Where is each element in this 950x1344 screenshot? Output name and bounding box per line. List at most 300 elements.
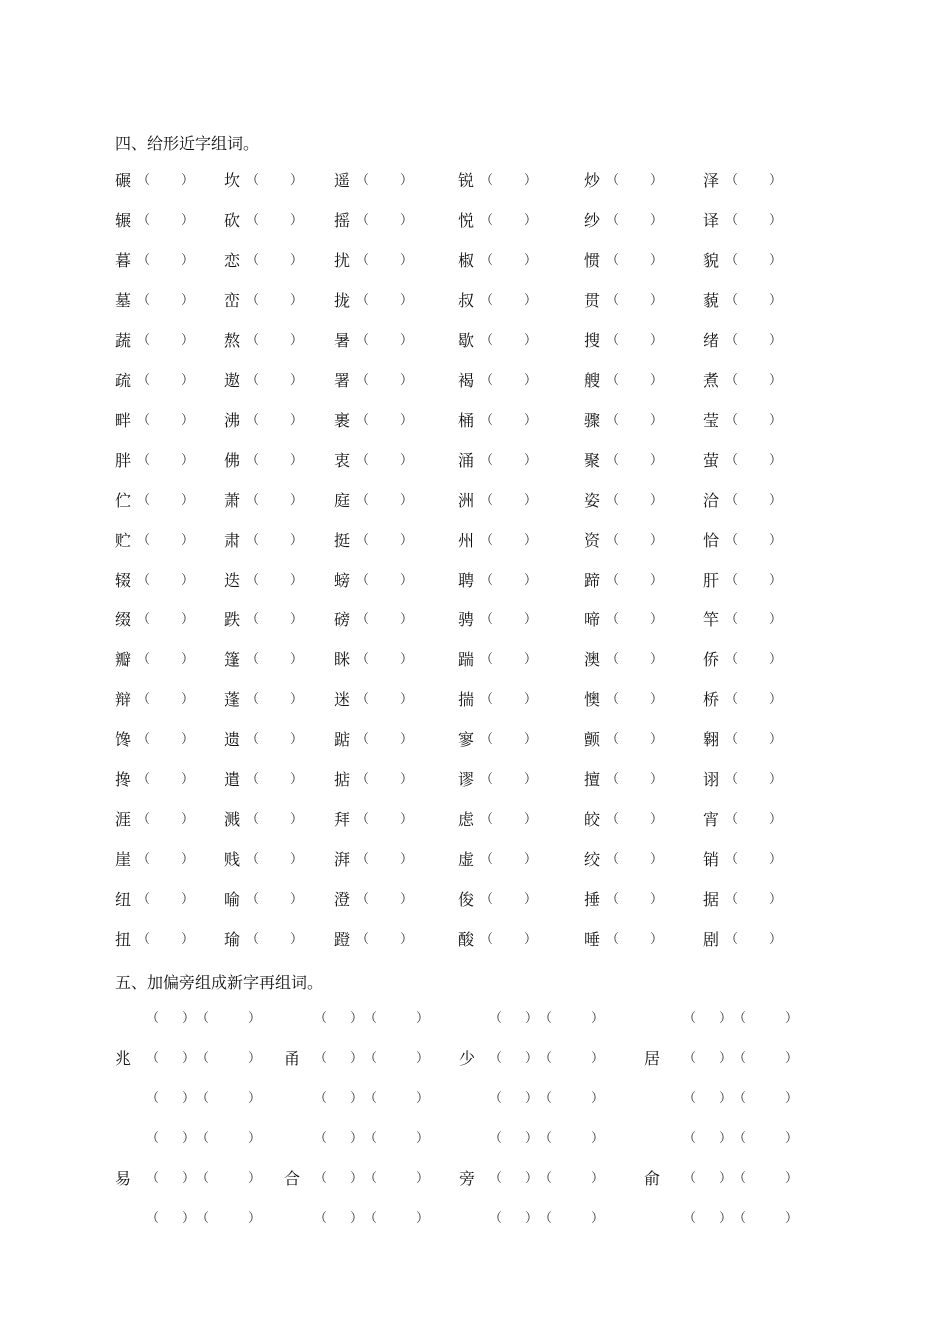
word-cell xyxy=(458,888,548,912)
word-cell xyxy=(115,808,205,832)
answer-blank-close: ） xyxy=(524,292,538,308)
answer-blank-close: ） xyxy=(400,612,414,628)
word-row xyxy=(0,888,950,912)
word-cell xyxy=(458,489,548,513)
word-blank-open: （ xyxy=(196,1171,210,1186)
answer-blank-open: （ xyxy=(606,452,620,468)
answer-blank-pair xyxy=(683,1007,803,1031)
target-character: 拜 xyxy=(334,810,351,830)
word-cell xyxy=(334,489,424,513)
word-cell xyxy=(584,289,674,313)
new-character-blank-close: ） xyxy=(719,1131,733,1146)
word-cell xyxy=(224,529,314,553)
word-cell xyxy=(584,329,674,353)
target-character: 崖 xyxy=(115,850,132,870)
word-cell xyxy=(458,569,548,593)
answer-blank-close: ） xyxy=(769,332,783,348)
word-cell xyxy=(115,329,205,353)
answer-blank-close: ） xyxy=(290,892,304,908)
answer-blank-open: （ xyxy=(480,212,494,228)
word-cell xyxy=(224,808,314,832)
answer-blank-close: ） xyxy=(181,532,195,548)
base-character: 易 xyxy=(115,1169,132,1188)
target-character: 骤 xyxy=(584,410,601,430)
word-cell xyxy=(584,249,674,273)
target-character: 疏 xyxy=(115,370,132,390)
answer-blank-close: ） xyxy=(524,812,538,828)
answer-blank-open: （ xyxy=(480,572,494,588)
answer-blank-close: ） xyxy=(769,412,783,428)
answer-blank-open: （ xyxy=(356,932,370,948)
base-character: 少 xyxy=(459,1049,476,1068)
word-blank-close: ） xyxy=(416,1171,430,1186)
answer-blank-open: （ xyxy=(356,292,370,308)
target-character: 摇 xyxy=(334,210,351,230)
word-cell xyxy=(458,369,548,393)
answer-blank-open: （ xyxy=(480,532,494,548)
answer-blank-close: ） xyxy=(650,292,664,308)
answer-blank-close: ） xyxy=(181,772,195,788)
answer-blank-open: （ xyxy=(356,652,370,668)
target-character: 搜 xyxy=(584,330,601,350)
answer-blank-pair xyxy=(314,1127,434,1151)
word-row xyxy=(0,209,950,233)
word-blank-close: ） xyxy=(416,1131,430,1146)
answer-blank-close: ） xyxy=(524,532,538,548)
answer-blank-close: ） xyxy=(290,332,304,348)
answer-blank-open: （ xyxy=(246,332,260,348)
target-character: 辍 xyxy=(115,570,132,590)
word-cell xyxy=(115,728,205,752)
word-blank-open: （ xyxy=(733,1091,747,1106)
answer-blank-close: ） xyxy=(650,652,664,668)
new-character-blank-close: ） xyxy=(182,1011,196,1026)
answer-blank-pair xyxy=(146,1047,266,1071)
target-character: 宵 xyxy=(703,810,720,830)
answer-blank-open: （ xyxy=(246,652,260,668)
word-cell xyxy=(458,449,548,473)
answer-blank-close: ） xyxy=(650,532,664,548)
target-character: 澄 xyxy=(334,890,351,910)
answer-blank-pair xyxy=(683,1127,803,1151)
word-cell xyxy=(458,808,548,832)
answer-blank-close: ） xyxy=(524,173,538,188)
answer-blank-close: ） xyxy=(400,932,414,948)
word-row xyxy=(0,409,950,433)
word-blank-open: （ xyxy=(364,1211,378,1226)
answer-blank-close: ） xyxy=(524,252,538,268)
target-character: 畔 xyxy=(115,410,132,430)
answer-blank-close: ） xyxy=(524,332,538,348)
target-character: 侨 xyxy=(703,650,720,670)
word-cell xyxy=(458,289,548,313)
word-blank-open: （ xyxy=(539,1051,553,1066)
word-cell xyxy=(224,289,314,313)
word-cell xyxy=(458,249,548,273)
answer-blank-open: （ xyxy=(725,852,739,868)
word-blank-close: ） xyxy=(591,1131,605,1146)
answer-blank-open: （ xyxy=(725,252,739,268)
answer-blank-open: （ xyxy=(725,612,739,628)
answer-blank-open: （ xyxy=(480,692,494,708)
word-cell xyxy=(458,169,548,193)
target-character: 蔬 xyxy=(115,330,132,350)
answer-blank-open: （ xyxy=(480,372,494,388)
new-character-blank-open: （ xyxy=(314,1211,328,1226)
answer-blank-pair xyxy=(489,1047,609,1071)
answer-blank-pair xyxy=(489,1087,609,1111)
word-cell xyxy=(584,608,674,632)
word-row xyxy=(0,768,950,792)
word-cell xyxy=(334,569,424,593)
target-character: 悦 xyxy=(458,210,475,230)
answer-blank-pair xyxy=(314,1087,434,1111)
answer-blank-open: （ xyxy=(606,173,620,188)
word-cell xyxy=(584,688,674,712)
answer-blank-open: （ xyxy=(725,732,739,748)
target-character: 碾 xyxy=(115,171,132,190)
word-cell xyxy=(703,289,793,313)
word-cell xyxy=(458,768,548,792)
radical-row xyxy=(0,1047,950,1071)
answer-blank-open: （ xyxy=(356,372,370,388)
answer-blank-open: （ xyxy=(480,852,494,868)
word-cell xyxy=(458,608,548,632)
answer-blank-close: ） xyxy=(181,292,195,308)
target-character: 馋 xyxy=(115,730,132,750)
new-character-blank-close: ） xyxy=(525,1051,539,1066)
answer-blank-close: ） xyxy=(290,572,304,588)
answer-blank-open: （ xyxy=(137,452,151,468)
target-character: 叔 xyxy=(458,290,475,310)
word-cell xyxy=(115,768,205,792)
target-character: 螃 xyxy=(334,570,351,590)
answer-blank-close: ） xyxy=(400,572,414,588)
word-row xyxy=(0,329,950,353)
new-character-blank-open: （ xyxy=(146,1211,160,1226)
target-character: 暮 xyxy=(115,250,132,270)
answer-blank-open: （ xyxy=(356,732,370,748)
word-cell xyxy=(224,449,314,473)
word-cell xyxy=(703,728,793,752)
word-cell xyxy=(703,928,793,952)
answer-blank-close: ） xyxy=(181,732,195,748)
answer-blank-close: ） xyxy=(650,492,664,508)
answer-blank-close: ） xyxy=(181,692,195,708)
word-blank-close: ） xyxy=(591,1091,605,1106)
answer-blank-open: （ xyxy=(137,173,151,188)
new-character-blank-open: （ xyxy=(489,1131,503,1146)
word-blank-open: （ xyxy=(539,1211,553,1226)
new-character-blank-close: ） xyxy=(525,1011,539,1026)
new-character-blank-open: （ xyxy=(489,1051,503,1066)
answer-blank-close: ） xyxy=(650,692,664,708)
word-cell xyxy=(703,768,793,792)
word-blank-close: ） xyxy=(416,1051,430,1066)
answer-blank-close: ） xyxy=(650,772,664,788)
answer-blank-close: ） xyxy=(524,652,538,668)
answer-blank-open: （ xyxy=(246,852,260,868)
target-character: 峦 xyxy=(224,290,241,310)
answer-blank-pair xyxy=(683,1087,803,1111)
target-character: 跌 xyxy=(224,610,241,630)
answer-blank-open: （ xyxy=(606,772,620,788)
answer-blank-pair xyxy=(489,1127,609,1151)
answer-blank-open: （ xyxy=(725,372,739,388)
answer-blank-close: ） xyxy=(524,452,538,468)
answer-blank-close: ） xyxy=(400,852,414,868)
word-cell xyxy=(584,209,674,233)
answer-blank-close: ） xyxy=(290,412,304,428)
new-character-blank-close: ） xyxy=(719,1171,733,1186)
answer-blank-close: ） xyxy=(400,452,414,468)
word-cell xyxy=(334,848,424,872)
target-character: 掂 xyxy=(334,770,351,790)
target-character: 遣 xyxy=(224,770,241,790)
answer-blank-close: ） xyxy=(290,292,304,308)
answer-blank-pair xyxy=(489,1207,609,1231)
target-character: 砍 xyxy=(224,210,241,230)
answer-blank-open: （ xyxy=(246,292,260,308)
answer-blank-open: （ xyxy=(480,452,494,468)
answer-blank-close: ） xyxy=(650,732,664,748)
base-character: 俞 xyxy=(644,1169,661,1188)
word-cell xyxy=(703,888,793,912)
target-character: 迭 xyxy=(224,570,241,590)
answer-blank-open: （ xyxy=(480,173,494,188)
word-row xyxy=(0,289,950,313)
target-character: 篷 xyxy=(224,650,241,670)
target-character: 萤 xyxy=(703,450,720,470)
answer-blank-open: （ xyxy=(137,292,151,308)
target-character: 佛 xyxy=(224,450,241,470)
answer-blank-close: ） xyxy=(769,932,783,948)
word-cell xyxy=(458,928,548,952)
answer-blank-open: （ xyxy=(356,772,370,788)
word-cell xyxy=(458,728,548,752)
word-cell xyxy=(224,648,314,672)
word-cell xyxy=(584,848,674,872)
answer-blank-open: （ xyxy=(137,612,151,628)
answer-blank-close: ） xyxy=(769,532,783,548)
target-character: 啼 xyxy=(584,610,601,630)
word-blank-open: （ xyxy=(364,1171,378,1186)
word-cell xyxy=(115,569,205,593)
target-character: 椒 xyxy=(458,250,475,270)
answer-blank-close: ） xyxy=(650,173,664,188)
word-row xyxy=(0,529,950,553)
answer-blank-open: （ xyxy=(606,372,620,388)
answer-blank-close: ） xyxy=(769,452,783,468)
word-cell xyxy=(224,848,314,872)
new-character-blank-close: ） xyxy=(719,1211,733,1226)
word-blank-open: （ xyxy=(196,1211,210,1226)
word-cell xyxy=(224,768,314,792)
new-character-blank-open: （ xyxy=(683,1211,697,1226)
word-cell xyxy=(334,688,424,712)
word-cell xyxy=(584,529,674,553)
answer-blank-open: （ xyxy=(137,772,151,788)
word-cell xyxy=(224,409,314,433)
word-cell xyxy=(115,608,205,632)
word-cell xyxy=(458,529,548,553)
answer-blank-open: （ xyxy=(246,812,260,828)
answer-blank-close: ） xyxy=(769,292,783,308)
answer-blank-close: ） xyxy=(400,332,414,348)
target-character: 锐 xyxy=(458,171,475,190)
answer-blank-open: （ xyxy=(246,892,260,908)
answer-blank-close: ） xyxy=(650,252,664,268)
radical-row xyxy=(0,1087,950,1111)
answer-blank-open: （ xyxy=(480,772,494,788)
answer-blank-close: ） xyxy=(181,173,195,188)
target-character: 喻 xyxy=(224,890,241,910)
target-character: 胖 xyxy=(115,450,132,470)
word-blank-open: （ xyxy=(364,1131,378,1146)
answer-blank-open: （ xyxy=(137,852,151,868)
word-cell xyxy=(334,209,424,233)
answer-blank-open: （ xyxy=(356,332,370,348)
word-cell xyxy=(334,888,424,912)
word-cell xyxy=(334,289,424,313)
answer-blank-open: （ xyxy=(246,412,260,428)
answer-blank-close: ） xyxy=(290,173,304,188)
answer-blank-close: ） xyxy=(290,452,304,468)
word-cell xyxy=(703,529,793,553)
answer-blank-open: （ xyxy=(246,692,260,708)
target-character: 歇 xyxy=(458,330,475,350)
answer-blank-open: （ xyxy=(725,892,739,908)
word-cell xyxy=(584,369,674,393)
word-cell xyxy=(703,848,793,872)
answer-blank-open: （ xyxy=(480,492,494,508)
word-cell xyxy=(703,569,793,593)
word-blank-close: ） xyxy=(591,1211,605,1226)
answer-blank-open: （ xyxy=(725,292,739,308)
answer-blank-pair xyxy=(146,1207,266,1231)
answer-blank-open: （ xyxy=(137,652,151,668)
target-character: 据 xyxy=(703,890,720,910)
word-cell xyxy=(115,209,205,233)
section-four-heading: 四、给形近字组词。 xyxy=(115,134,260,153)
word-cell xyxy=(334,808,424,832)
word-cell xyxy=(584,409,674,433)
target-character: 辗 xyxy=(115,210,132,230)
answer-blank-close: ） xyxy=(400,532,414,548)
answer-blank-close: ） xyxy=(650,412,664,428)
word-cell xyxy=(703,409,793,433)
answer-blank-close: ） xyxy=(769,372,783,388)
answer-blank-close: ） xyxy=(650,212,664,228)
answer-blank-open: （ xyxy=(356,252,370,268)
answer-blank-close: ） xyxy=(769,852,783,868)
answer-blank-open: （ xyxy=(137,412,151,428)
target-character: 涯 xyxy=(115,810,132,830)
radical-row xyxy=(0,1207,950,1231)
answer-blank-open: （ xyxy=(725,572,739,588)
answer-blank-close: ） xyxy=(769,692,783,708)
answer-blank-close: ） xyxy=(769,252,783,268)
answer-blank-close: ） xyxy=(290,652,304,668)
answer-blank-close: ） xyxy=(400,692,414,708)
target-character: 蓬 xyxy=(224,690,241,710)
answer-blank-close: ） xyxy=(650,852,664,868)
new-character-blank-open: （ xyxy=(489,1091,503,1106)
target-character: 资 xyxy=(584,530,601,550)
answer-blank-open: （ xyxy=(246,732,260,748)
answer-blank-open: （ xyxy=(137,692,151,708)
target-character: 桥 xyxy=(703,690,720,710)
answer-blank-open: （ xyxy=(606,492,620,508)
answer-blank-open: （ xyxy=(356,173,370,188)
target-character: 伫 xyxy=(115,490,132,510)
answer-blank-open: （ xyxy=(725,692,739,708)
answer-blank-close: ） xyxy=(769,572,783,588)
word-blank-close: ） xyxy=(248,1211,262,1226)
word-row xyxy=(0,489,950,513)
answer-blank-close: ） xyxy=(769,212,783,228)
answer-blank-pair xyxy=(683,1047,803,1071)
answer-blank-close: ） xyxy=(400,372,414,388)
target-character: 剧 xyxy=(703,930,720,950)
answer-blank-open: （ xyxy=(246,532,260,548)
answer-blank-close: ） xyxy=(650,332,664,348)
answer-blank-open: （ xyxy=(725,652,739,668)
answer-blank-close: ） xyxy=(181,332,195,348)
new-character-blank-close: ） xyxy=(525,1091,539,1106)
new-character-blank-open: （ xyxy=(146,1051,160,1066)
target-character: 衷 xyxy=(334,450,351,470)
target-character: 辩 xyxy=(115,690,132,710)
answer-blank-open: （ xyxy=(356,612,370,628)
word-cell xyxy=(224,888,314,912)
answer-blank-open: （ xyxy=(356,212,370,228)
answer-blank-open: （ xyxy=(246,212,260,228)
target-character: 藐 xyxy=(703,290,720,310)
answer-blank-open: （ xyxy=(606,252,620,268)
answer-blank-close: ） xyxy=(769,772,783,788)
target-character: 聘 xyxy=(458,570,475,590)
answer-blank-open: （ xyxy=(725,212,739,228)
answer-blank-close: ） xyxy=(400,412,414,428)
word-blank-close: ） xyxy=(248,1011,262,1026)
target-character: 恰 xyxy=(703,530,720,550)
new-character-blank-open: （ xyxy=(489,1211,503,1226)
word-cell xyxy=(584,648,674,672)
new-character-blank-open: （ xyxy=(314,1051,328,1066)
word-blank-open: （ xyxy=(539,1091,553,1106)
word-blank-close: ） xyxy=(416,1011,430,1026)
answer-blank-close: ） xyxy=(290,772,304,788)
answer-blank-open: （ xyxy=(137,932,151,948)
answer-blank-open: （ xyxy=(606,612,620,628)
word-blank-close: ） xyxy=(591,1171,605,1186)
target-character: 搀 xyxy=(115,770,132,790)
word-blank-close: ） xyxy=(591,1011,605,1026)
word-cell xyxy=(224,369,314,393)
answer-blank-close: ） xyxy=(290,612,304,628)
word-cell xyxy=(115,848,205,872)
word-cell xyxy=(334,169,424,193)
word-cell xyxy=(115,888,205,912)
answer-blank-close: ） xyxy=(524,212,538,228)
word-blank-close: ） xyxy=(591,1051,605,1066)
word-cell xyxy=(458,409,548,433)
answer-blank-close: ） xyxy=(290,372,304,388)
target-character: 沸 xyxy=(224,410,241,430)
new-character-blank-open: （ xyxy=(314,1171,328,1186)
new-character-blank-open: （ xyxy=(683,1131,697,1146)
